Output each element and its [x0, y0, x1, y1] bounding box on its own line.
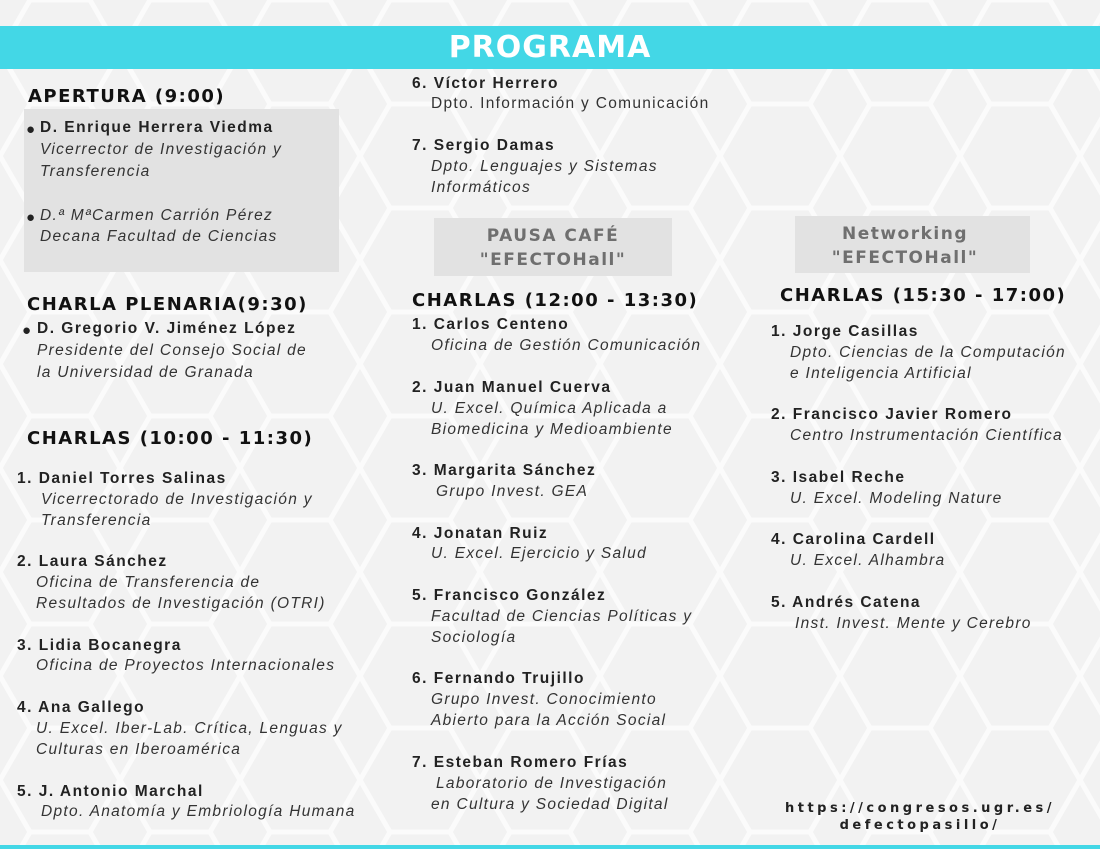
cont1-item-6-name: 6. Víctor Herrero	[412, 75, 559, 92]
apertura-item-2-name: D.ª MªCarmen Carrión Pérez	[40, 207, 274, 224]
cont1-item-7-role: Dpto. Lenguajes y Sistemas	[431, 158, 658, 175]
charlas3-item-2-name: 2. Francisco Javier Romero	[771, 406, 1013, 423]
apertura-item-1-name: D. Enrique Herrera Viedma	[40, 119, 274, 136]
footer-bar	[0, 845, 1100, 849]
charlas3-heading: CHARLAS (15:30 - 17:00)	[780, 285, 1067, 306]
charlas1-item-5-name: 5. J. Antonio Marchal	[17, 783, 204, 800]
charlas1-item-4-role-cont: Culturas en Iberoamérica	[36, 741, 242, 758]
charlas1-heading: CHARLAS (10:00 - 11:30)	[27, 428, 314, 449]
header-bar	[0, 26, 1100, 69]
charlas2-item-1-name: 1. Carlos Centeno	[412, 316, 570, 333]
apertura-item-2-role: Decana Facultad de Ciencias	[40, 228, 278, 245]
bullet-icon: ●	[26, 209, 36, 226]
networking-label	[795, 222, 1015, 270]
charlas2-item-2-role: U. Excel. Química Aplicada a	[431, 400, 668, 417]
networking-line-1: Networking	[841, 224, 969, 244]
charlas2-item-1-role: Oficina de Gestión Comunicación	[431, 337, 702, 354]
cont1-item-7-role-cont: Informáticos	[431, 179, 532, 196]
charlas2-item-7-role: Laboratorio de Investigación	[436, 775, 668, 792]
charlas2-item-2-role-cont: Biomedicina y Medioambiente	[431, 421, 673, 438]
url-link-line-1[interactable]: https://congresos.ugr.es/	[784, 801, 1056, 816]
charlas2-item-5-role: Facultad de Ciencias Políticas y	[431, 608, 693, 625]
charlas1-item-2-name: 2. Laura Sánchez	[17, 553, 168, 570]
charlas1-item-3-role: Oficina de Proyectos Internacionales	[36, 657, 336, 674]
charlas2-item-4-role: U. Excel. Ejercicio y Salud	[431, 545, 647, 562]
plenaria-heading: CHARLA PLENARIA(9:30)	[27, 294, 308, 315]
charlas2-heading: CHARLAS (12:00 - 13:30)	[412, 290, 699, 311]
charlas2-item-3-role: Grupo Invest. GEA	[436, 483, 589, 500]
cont1-item-7-name: 7. Sergio Damas	[412, 137, 556, 154]
charlas1-item-2-role-cont: Resultados de Investigación (OTRI)	[36, 595, 326, 612]
charlas1-item-4-role: U. Excel. Iber-Lab. Crítica, Lenguas y	[36, 720, 343, 737]
networking-line-2: "EFECTOHall"	[831, 248, 979, 268]
charlas3-item-3-name: 3. Isabel Reche	[771, 469, 906, 486]
charlas3-item-4-role: U. Excel. Alhambra	[790, 552, 946, 569]
plenaria-role: Presidente del Consejo Social de	[37, 342, 307, 359]
url-link-line-2[interactable]: defectopasillo/	[839, 818, 1001, 833]
charlas2-item-3-name: 3. Margarita Sánchez	[412, 462, 597, 479]
apertura-heading: APERTURA (9:00)	[28, 86, 226, 107]
charlas3-item-2-role: Centro Instrumentación Científica	[790, 427, 1063, 444]
page-title: PROGRAMA	[448, 30, 652, 65]
charlas2-item-4-name: 4. Jonatan Ruiz	[412, 525, 549, 542]
charlas3-item-1-name: 1. Jorge Casillas	[771, 323, 919, 340]
charlas3-item-3-role: U. Excel. Modeling Nature	[790, 490, 1003, 507]
charlas2-item-7-name: 7. Esteban Romero Frías	[412, 754, 629, 771]
charlas3-item-5-role: Inst. Invest. Mente y Cerebro	[795, 615, 1032, 632]
charlas2-item-2-name: 2. Juan Manuel Cuerva	[412, 379, 612, 396]
charlas1-item-4-name: 4. Ana Gallego	[17, 699, 146, 716]
charlas1-item-5-role: Dpto. Anatomía y Embriología Humana	[41, 803, 356, 820]
pausa-line-2: "EFECTOHall"	[479, 250, 627, 270]
bullet-icon: ●	[22, 322, 32, 339]
plenaria-name: D. Gregorio V. Jiménez López	[37, 320, 297, 337]
charlas1-item-1-name: 1. Daniel Torres Salinas	[17, 470, 227, 487]
apertura-item-1-role-cont: Transferencia	[40, 163, 151, 180]
charlas2-item-6-name: 6. Fernando Trujillo	[412, 670, 585, 687]
cont1-item-6-role: Dpto. Información y Comunicación	[431, 95, 710, 112]
charlas2-item-5-name: 5. Francisco González	[412, 587, 607, 604]
charlas2-item-5-role-cont: Sociología	[431, 629, 517, 646]
charlas1-item-1-role-cont: Transferencia	[41, 512, 152, 529]
bullet-icon: ●	[26, 121, 36, 138]
charlas1-item-2-role: Oficina de Transferencia de	[36, 574, 261, 591]
charlas2-item-6-role: Grupo Invest. Conocimiento	[431, 691, 657, 708]
plenaria-role-cont: la Universidad de Granada	[37, 364, 254, 381]
charlas3-item-5-name: 5. Andrés Catena	[771, 594, 922, 611]
pausa-line-1: PAUSA CAFÉ	[486, 226, 620, 246]
charlas3-item-1-role: Dpto. Ciencias de la Computación	[790, 344, 1066, 361]
charlas1-item-3-name: 3. Lidia Bocanegra	[17, 637, 182, 654]
pausa-label	[434, 224, 672, 272]
charlas2-item-6-role-cont: Abierto para la Acción Social	[431, 712, 667, 729]
charlas1-item-1-role: Vicerrectorado de Investigación y	[41, 491, 313, 508]
charlas3-item-1-role-cont: e Inteligencia Artificial	[790, 365, 972, 382]
charlas3-item-4-name: 4. Carolina Cardell	[771, 531, 936, 548]
apertura-item-1-role: Vicerrector de Investigación y	[40, 141, 283, 158]
charlas2-item-7-role-cont: en Cultura y Sociedad Digital	[431, 796, 669, 813]
